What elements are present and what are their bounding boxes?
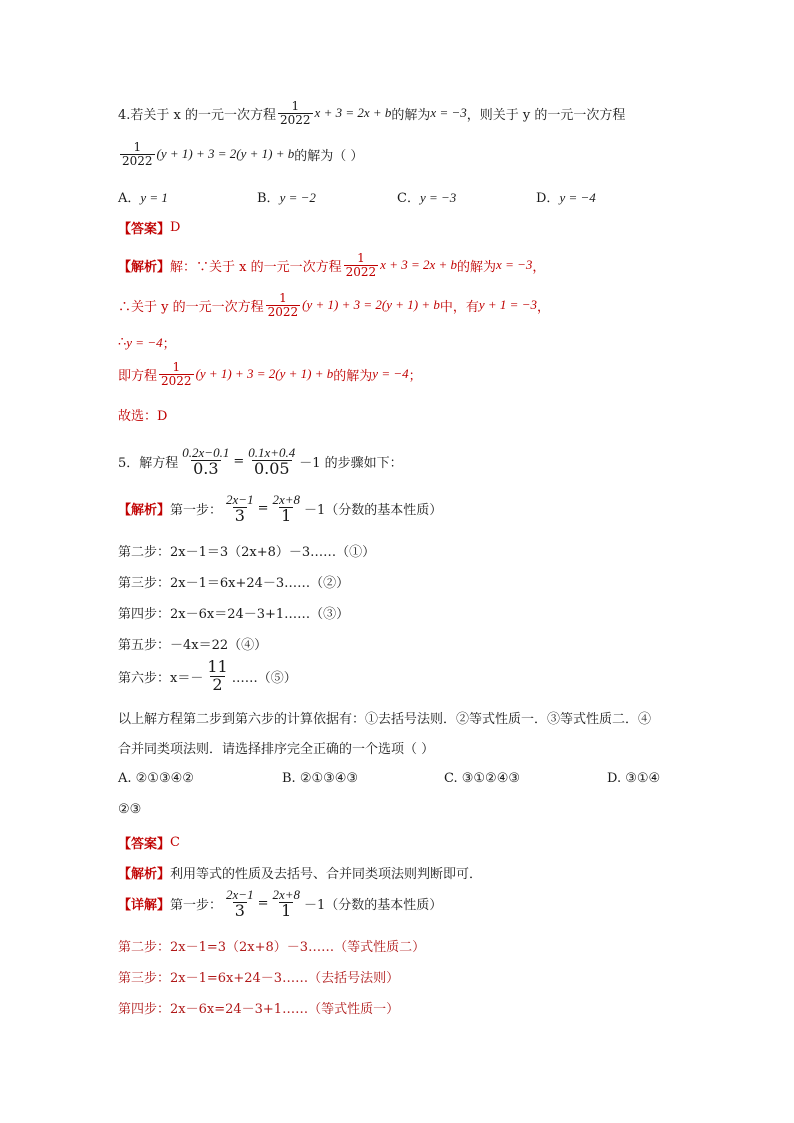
q4-option-c: C．y = −3	[397, 190, 457, 206]
q5-step6: 第六步：x＝－ $\frac{11}{2}$ ……（⑤）	[118, 657, 297, 694]
detail-tag: 【详解】	[118, 898, 171, 914]
q4-stem-a: 4.若关于 x 的一元一次方程	[118, 107, 276, 123]
answer-value: D	[170, 220, 181, 235]
q5-frac-left: $\frac{0.2x-0.1}{0.3}$	[182, 445, 230, 478]
q4-stem-c: ，则关于 y 的一元一次方程	[466, 107, 626, 123]
answer-tag: 【答案】	[118, 837, 171, 852]
answer-tag: 【答案】	[118, 222, 171, 237]
q5-detail-frac-right: $\frac{2x+8}{1}$	[272, 887, 301, 920]
q4-choose: 故选：D	[118, 409, 168, 424]
q5-detail-step3: 第三步：2x－1=6x+24－3……（去括号法则）	[118, 971, 400, 986]
analysis-tag: 【解析】	[118, 259, 171, 275]
q4-a4-fraction: $\frac{1}{2022}$	[161, 360, 192, 388]
analysis-tag: 【解析】	[118, 503, 171, 519]
q5-step1: 【解析】 第一步： $\frac{2x-1}{3}$ = $\frac{2x+8}{1}$ －1（分数的基本性质）	[118, 492, 443, 525]
q5-stem: 5．解方程 $\frac{0.2x-0.1}{0.3}$ = $\frac{0.1x+0.4}{0.05}$ －1 的步骤如下：	[118, 445, 403, 478]
q5-analysis: 【解析】 利用等式的性质及去括号、合并同类项法则判断即可．	[118, 863, 482, 882]
q5-step4: 第四步：2x－6x＝24－3+1……（③）	[118, 607, 350, 622]
q5-frac-right: $\frac{0.1x+0.4}{0.05}$	[248, 445, 296, 478]
q5-step3: 第三步：2x－1＝6x+24－3……（②）	[118, 576, 350, 591]
q5-detail-step2: 第二步：2x－1=3（2x+8）－3……（等式性质二）	[118, 940, 426, 955]
q5-answer	[118, 833, 180, 852]
q5-step2: 第二步：2x－1＝3（2x+8）－3……（①）	[118, 545, 376, 560]
q4-option-a: A．y = 1	[118, 190, 168, 206]
q5-step1-frac-left: $\frac{2x-1}{3}$	[226, 492, 254, 525]
q4-a2-fraction: $\frac{1}{2022}$	[267, 291, 299, 319]
q5-step5: 第五步：－4x＝22（④）	[118, 638, 268, 653]
q5-detail-step4: 第四步：2x－6x=24－3+1……（等式性质一）	[118, 1002, 400, 1017]
q4-option-b: B．y = −2	[257, 190, 316, 206]
q5-detail-frac-left: $\frac{2x-1}{3}$	[226, 887, 254, 920]
q4-a1-fraction: $\frac{1}{2022}$	[345, 251, 377, 279]
q4-option-d: D．y = −4	[536, 190, 596, 206]
q5-step6-frac: $\frac{11}{2}$	[207, 657, 228, 694]
analysis-tag: 【解析】	[118, 867, 171, 882]
q4-stem-line1	[118, 100, 625, 126]
answer-value: C	[170, 835, 180, 850]
q4-analysis-line1: 【解析】 解：∵关于 x 的一元一次方程 $\frac{1}{2022}$ x + 3 = 2x + b 的解为 x = −3 ，	[118, 251, 546, 279]
q4-eq2-rest: (y + 1) + 3 = 2(y + 1) + b	[156, 146, 295, 162]
q4-answer	[118, 218, 180, 237]
q5-step1-frac-right: $\frac{2x+8}{1}$	[272, 492, 301, 525]
q4-stem-d: 的解为（ ）	[294, 148, 364, 164]
q5-option-d-continued: ②③	[118, 802, 142, 817]
q5-option-a: A. ②①③④②	[118, 771, 194, 786]
q5-option-d: D. ③①④	[607, 771, 661, 786]
q4-fraction-2: $\frac{1}{2022}$	[122, 140, 153, 168]
q5-desc-line1: 以上解方程第二步到第六步的计算依据有：①去括号法则．②等式性质一．③等式性质二．④	[118, 712, 652, 727]
q4-analysis-line3: ∴ y = −4 ；	[118, 334, 176, 352]
q4-fraction-1: $\frac{1}{2022}$	[280, 99, 311, 127]
q5-detail-step1: 【详解】 第一步： $\frac{2x-1}{3}$ = $\frac{2x+8}{1}$ －1（分数的基本性质）	[118, 887, 443, 920]
q4-analysis-line4: 即方程 $\frac{1}{2022}$ (y + 1) + 3 = 2(y + 1) + b 的解为 y = −4 ；	[118, 360, 422, 388]
q5-option-b: B. ②①③④③	[282, 771, 359, 786]
q4-sol1: x = −3	[430, 105, 467, 121]
q4-stem-b: 的解为	[391, 107, 431, 123]
q4-stem-line2	[118, 141, 363, 167]
q5-desc-line2: 合并同类项法则．请选择排序完全正确的一个选项（ ）	[118, 742, 435, 757]
q5-option-c: C. ③①②④③	[444, 771, 521, 786]
q4-analysis-line2: ∴关于 y 的一元一次方程 $\frac{1}{2022}$ (y + 1) + 3 = 2(y + 1) + b 中，有 y + 1 = −3 ，	[118, 291, 550, 319]
q4-eq1-rest: x + 3 = 2x + b	[314, 105, 392, 121]
